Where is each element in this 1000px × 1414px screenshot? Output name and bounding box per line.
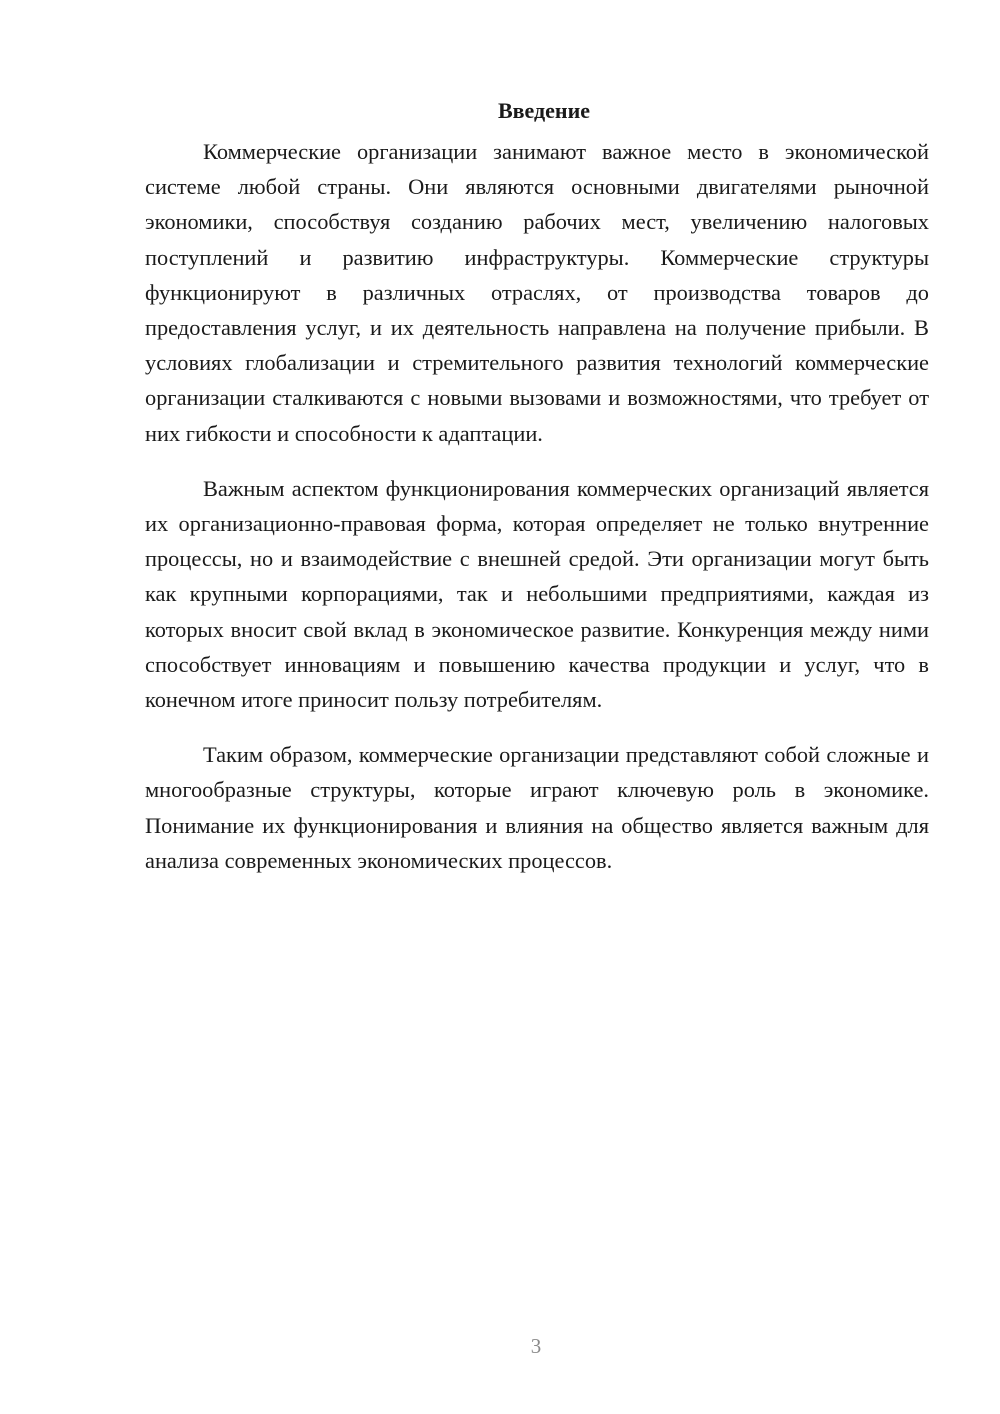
- page-number: 3: [530, 1334, 542, 1358]
- page-content: [145, 96, 929, 898]
- paragraph-1: Коммерческие организации занимают важное место в экономической системе любой страны. Они являются основными двигателями рыночной экономики, способствуя созданию рабочих мест, увеличению налоговых поступлений и развитию инфраструктуры. Коммерческие структуры функционируют в различных отраслях, от производства товаров до предоставления услуг, и их деятельность направлена на получение прибыли. В условиях глобализации и стремительного развития технологий коммерческие организации сталкиваются с новыми вызовами и возможностями, что требует от них гибкости и способности к адаптации.: [145, 139, 929, 446]
- paragraph-3: Таким образом, коммерческие организации представляют собой сложные и многообразные структуры, которые играют ключевую роль в экономике. Понимание их функционирования и влияния на общество является важным для анализа современных экономических процессов.: [145, 742, 929, 873]
- paragraph-2: Важным аспектом функционирования коммерческих организаций является их организационно-правовая форма, которая определяет не только внутренние процессы, но и взаимодействие с внешней средой. Эти организации могут быть как крупными корпорациями, так и небольшими предприятиями, каждая из которых вносит свой вклад в экономическое развитие. Конкуренция между ними способствует инновациям и повышению качества продукции и услуг, что в конечном итоге приносит пользу потребителям.: [145, 475, 929, 713]
- page-title: Введение: [497, 98, 591, 123]
